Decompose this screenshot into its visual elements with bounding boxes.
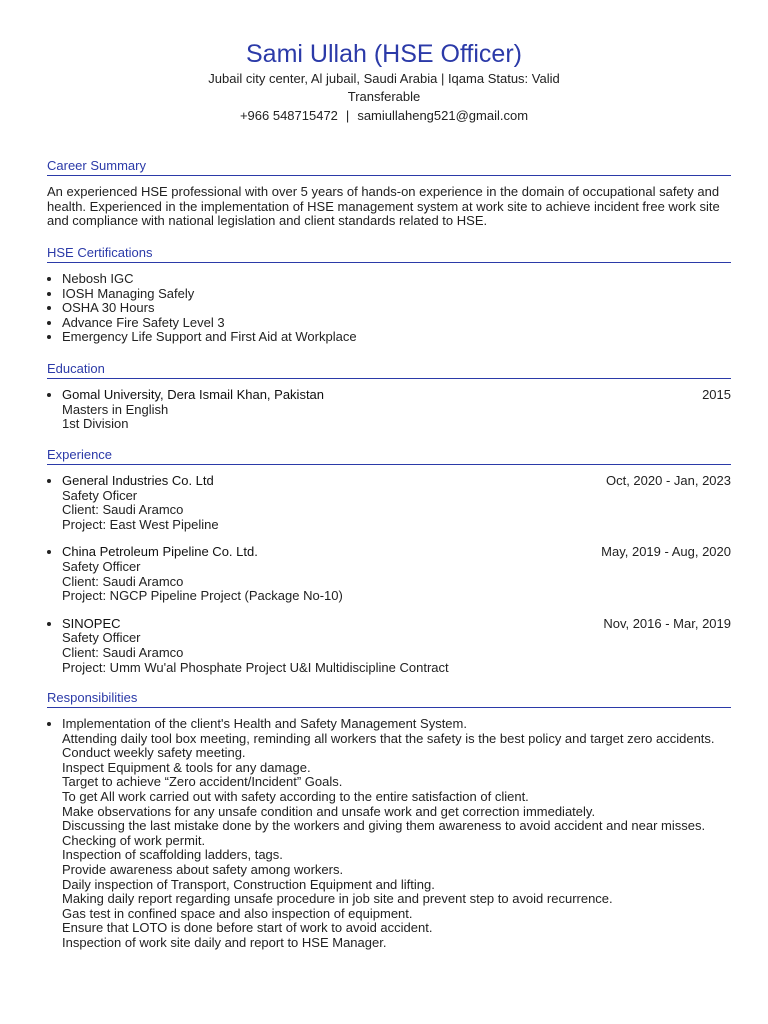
responsibility-line: To get All work carried out with safety according to the entire satisfaction of client. [62, 788, 529, 804]
experience-entry-head [62, 474, 731, 489]
company-name: • China Petroleum Pipeline Co. Ltd. [62, 544, 258, 560]
certification-item: • Advance Fire Safety Level 3 [62, 316, 731, 331]
company-name: • General Industries Co. Ltd [62, 473, 214, 488]
employment-dates: May, 2019 - Aug, 2020 [601, 544, 731, 560]
project: Project: Umm Wu'al Phosphate Project U&I Multidiscipline Contract [62, 659, 449, 675]
client: Client: Saudi Aramco [62, 644, 184, 660]
degree: Masters in English [62, 401, 169, 417]
experience-section [47, 447, 731, 675]
job-title: Safety Officer [62, 630, 141, 646]
responsibility-line: Discussing the last mistake done by the workers and giving them awareness to avoid accident and near misses. [62, 818, 706, 834]
certification-item: • Emergency Life Support and First Aid at Workplace [62, 330, 731, 345]
certification-item: • IOSH Managing Safely [62, 287, 731, 302]
resume-header [0, 38, 768, 125]
responsibility-line: Checking of work permit. [62, 832, 206, 848]
contact-separator: | [345, 108, 350, 123]
responsibility-line: Conduct weekly safety meeting. [62, 745, 246, 761]
responsibility-line: Gas test in confined space and also inspection of equipment. [62, 905, 413, 921]
candidate-name: Sami Ullah (HSE Officer) [246, 40, 522, 68]
certifications-section [47, 245, 731, 345]
address [0, 70, 768, 106]
experience-entry [62, 545, 731, 603]
responsibility-line: Making daily report regarding unsafe procedure in job site and prevent step to avoid recurrence. [62, 891, 613, 907]
responsibility-line: Attending daily tool box meeting, reminding all workers that the safety is the best policy and target zero accidents. [62, 730, 715, 746]
experience-heading: Experience [47, 447, 731, 465]
responsibilities-list [47, 717, 731, 951]
client: Client: Saudi Aramco [62, 573, 184, 589]
employment-dates: Oct, 2020 - Jan, 2023 [605, 473, 731, 488]
email-address: samiullaheng521@gmail.com [357, 108, 529, 123]
client: Client: Saudi Aramco [62, 502, 184, 518]
company-name: • SINOPEC [62, 615, 121, 631]
experience-entry [62, 474, 731, 532]
address-line-1: Jubail city center, Al jubail, Saudi Arabia | Iqama Status: Valid [208, 71, 560, 86]
experience-list [47, 474, 731, 675]
certifications-heading: HSE Certifications [47, 245, 731, 263]
contact-line [0, 107, 768, 125]
job-title: Safety Officer [62, 558, 141, 574]
division: 1st Division [62, 416, 129, 432]
responsibility-line: Inspection of scaffolding ladders, tags. [62, 847, 283, 863]
responsibility-line: Daily inspection of Transport, Construction Equipment and lifting. [62, 876, 435, 892]
certification-item: • Nebosh IGC [62, 272, 731, 287]
project: Project: NGCP Pipeline Project (Package No-10) [62, 588, 343, 604]
career-summary-section [47, 158, 731, 229]
education-heading: Education [47, 361, 731, 379]
experience-entry-head [62, 545, 731, 560]
responsibility-line: Make observations for any unsafe condition and unsafe work and get correction immediately. [62, 803, 596, 819]
responsibility-line: Inspect Equipment & tools for any damage. [62, 759, 311, 775]
entry-gap [62, 604, 731, 617]
experience-entry-head [62, 617, 731, 632]
address-line-2: Transferable [347, 89, 421, 104]
education-entry [62, 388, 731, 432]
responsibilities-section [47, 690, 731, 951]
institution-name: • Gomal University, Dera Ismail Khan, Pakistan [62, 387, 325, 402]
project: Project: East West Pipeline [62, 516, 219, 532]
responsibility-line: Ensure that LOTO is done before start of work to avoid accident. [62, 920, 433, 936]
responsibilities-item [62, 717, 731, 951]
responsibility-line: Inspection of work site daily and report to HSE Manager. [62, 934, 387, 950]
career-summary-heading: Career Summary [47, 158, 731, 176]
job-title: Safety Oficer [62, 487, 138, 503]
responsibilities-heading: Responsibilities [47, 690, 731, 708]
responsibility-line: • Implementation of the client's Health and Safety Management System. [62, 716, 467, 731]
certification-item: • OSHA 30 Hours [62, 301, 731, 316]
education-entry-head [62, 388, 731, 403]
responsibility-line: Target to achieve “Zero accident/Incident” Goals. [62, 774, 343, 790]
education-section [47, 361, 731, 432]
experience-entry [62, 617, 731, 675]
phone-number: +966 548715472 [239, 108, 338, 123]
responsibility-line: Provide awareness about safety among workers. [62, 861, 344, 877]
education-list [47, 388, 731, 432]
graduation-year: 2015 [702, 387, 731, 402]
career-summary-text: An experienced HSE professional with over 5 years of hands-on experience in the domain of occupational safety and health. Experienced in the implementation of HSE management system at work site to achieve incident free work site and compliance with national legislation and client standards related to HSE. [47, 184, 720, 229]
certifications-list [47, 272, 731, 345]
employment-dates: Nov, 2016 - Mar, 2019 [603, 615, 731, 631]
